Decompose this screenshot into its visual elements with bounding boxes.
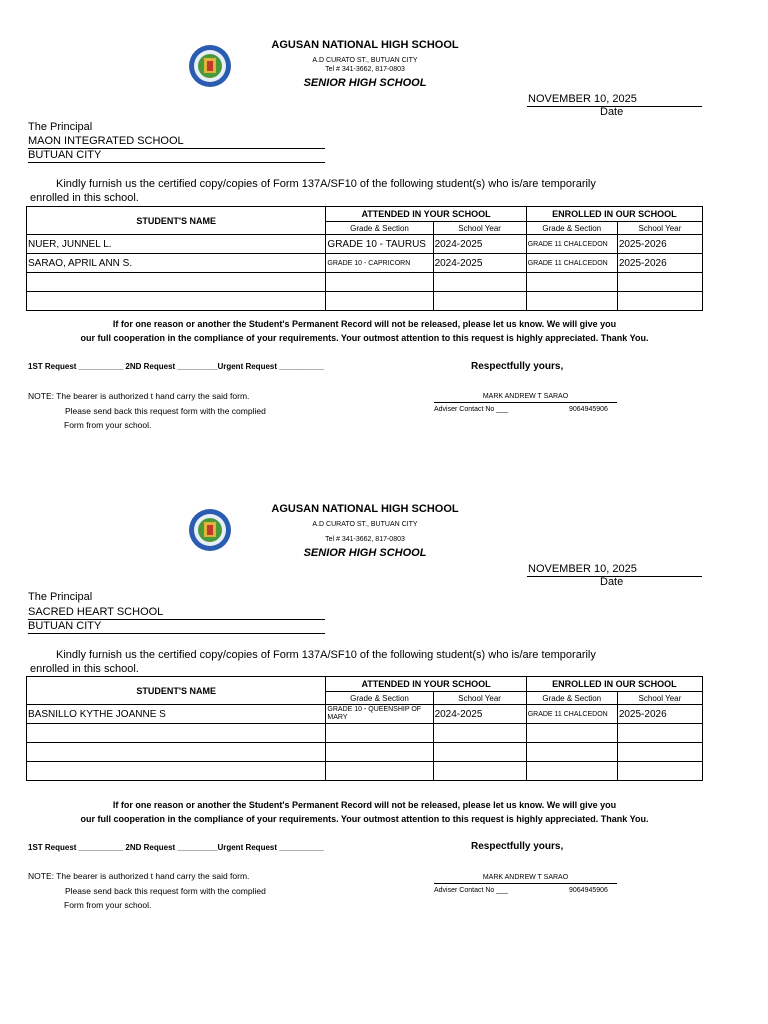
prev-grade: GRADE 10 - CAPRICORN: [326, 254, 433, 273]
intro-line-1: Kindly furnish us the certified copy/copies of Form 137A/SF10 of the following student(s) who is/are temporarily: [56, 178, 596, 190]
table-row: [27, 762, 703, 781]
prev-grade: [326, 743, 433, 762]
request-line: 1ST Request __________ 2ND Request _________Urgent Request __________: [28, 843, 324, 852]
adviser-name: MARK ANDREW T SARAO: [434, 873, 617, 884]
new-sy: [617, 292, 702, 311]
header-student-name: STUDENT'S NAME: [27, 677, 326, 705]
table-row: [27, 705, 703, 724]
table-row: [27, 235, 703, 254]
date-value: NOVEMBER 10, 2025: [527, 563, 702, 577]
header-enrolled: ENROLLED IN OUR SCHOOL: [526, 207, 702, 222]
prev-sy: [433, 743, 526, 762]
new-sy: 2025-2026: [617, 705, 702, 724]
header-prev-grade: Grade & Section: [326, 692, 433, 705]
header-student-name: STUDENT'S NAME: [27, 207, 326, 235]
adviser-name: MARK ANDREW T SARAO: [434, 392, 617, 403]
new-grade: GRADE 11 CHALCEDON: [526, 235, 617, 254]
date-label: Date: [600, 576, 624, 588]
new-sy: [617, 273, 702, 292]
school-tel: Tel # 341-3662, 817-0803: [325, 66, 405, 73]
table-row: [27, 273, 703, 292]
header-new-grade: Grade & Section: [526, 222, 617, 235]
note-line-1: NOTE: The bearer is authorized t hand carry the said form.: [28, 871, 250, 881]
contact-number: 9064945906: [569, 406, 608, 413]
prev-grade: [326, 273, 433, 292]
header-enrolled: ENROLLED IN OUR SCHOOL: [526, 677, 702, 692]
intro-line-2: enrolled in this school.: [30, 192, 139, 204]
student-name: [27, 762, 326, 781]
table-row: [27, 292, 703, 311]
addressee: The Principal: [28, 591, 93, 603]
intro-text: [30, 648, 670, 676]
new-grade: [526, 743, 617, 762]
request-form-1: [0, 0, 768, 470]
notice-text: [26, 317, 703, 345]
respectfully-yours: Respectfully yours,: [471, 361, 564, 372]
student-name: NUER, JUNNEL L.: [27, 235, 326, 254]
prev-grade: GRADE 10 - TAURUS: [326, 235, 433, 254]
request-line: 1ST Request __________ 2ND Request _________Urgent Request __________: [28, 362, 324, 371]
prev-sy: [433, 762, 526, 781]
new-sy: [617, 724, 702, 743]
respectfully-yours: Respectfully yours,: [471, 841, 564, 852]
intro-text: [30, 177, 670, 205]
date-value: NOVEMBER 10, 2025: [527, 93, 702, 107]
school-name: AGUSAN NATIONAL HIGH SCHOOL: [271, 39, 459, 51]
student-table: [26, 206, 703, 311]
school-division: SENIOR HIGH SCHOOL: [303, 77, 427, 89]
new-grade: GRADE 11 CHALCEDON: [526, 254, 617, 273]
contact-number: 9064945906: [569, 887, 608, 894]
adviser-contact: [434, 406, 617, 413]
prev-grade: [326, 724, 433, 743]
prev-sy: 2024-2025: [433, 235, 526, 254]
prev-sy: [433, 292, 526, 311]
recipient-school: MAON INTEGRATED SCHOOL: [28, 134, 325, 149]
table-row: [27, 254, 703, 273]
note-line-3: Form from your school.: [64, 900, 152, 910]
addressee: The Principal: [28, 121, 93, 133]
notice-line-2: our full cooperation in the compliance of your requirements. Your outmost attention to this request is highly appreciated. Thank You.: [80, 814, 649, 824]
notice-text: [26, 798, 703, 826]
student-name: [27, 724, 326, 743]
recipient-school: SACRED HEART SCHOOL: [28, 605, 325, 620]
school-name: AGUSAN NATIONAL HIGH SCHOOL: [271, 503, 459, 515]
table-row: [27, 724, 703, 743]
student-name: SARAO, APRIL ANN S.: [27, 254, 326, 273]
date-label: Date: [600, 106, 624, 118]
note-text: [28, 869, 348, 913]
note-line-1: NOTE: The bearer is authorized t hand carry the said form.: [28, 391, 250, 401]
new-sy: 2025-2026: [617, 235, 702, 254]
student-name: [27, 292, 326, 311]
header-prev-sy: School Year: [433, 222, 526, 235]
note-line-3: Form from your school.: [64, 420, 152, 430]
notice-line-1: If for one reason or another the Student's Permanent Record will not be released, please let us know. We will give you: [112, 319, 617, 329]
prev-sy: [433, 273, 526, 292]
new-grade: [526, 724, 617, 743]
new-sy: [617, 743, 702, 762]
school-address: A.D CURATO ST., BUTUAN CITY: [312, 521, 418, 528]
adviser-contact: [434, 887, 617, 894]
school-address: A.D CURATO ST., BUTUAN CITY: [312, 57, 418, 64]
note-line-2: Please send back this request form with the complied: [65, 405, 266, 416]
header-new-sy: School Year: [617, 692, 702, 705]
new-grade: [526, 273, 617, 292]
new-grade: [526, 292, 617, 311]
prev-sy: [433, 724, 526, 743]
new-sy: 2025-2026: [617, 254, 702, 273]
request-form-2: [0, 470, 768, 940]
prev-sy: 2024-2025: [433, 705, 526, 724]
new-sy: [617, 762, 702, 781]
header-prev-sy: School Year: [433, 692, 526, 705]
table-row: [27, 743, 703, 762]
new-grade: [526, 762, 617, 781]
header-prev-grade: Grade & Section: [326, 222, 433, 235]
student-name: [27, 273, 326, 292]
intro-line-1: Kindly furnish us the certified copy/copies of Form 137A/SF10 of the following student(s) who is/are temporarily: [56, 649, 596, 661]
student-table: [26, 676, 703, 781]
school-division: SENIOR HIGH SCHOOL: [303, 547, 427, 559]
student-name: BASNILLO KYTHE JOANNE S: [27, 705, 326, 724]
contact-label: Adviser Contact No ___: [434, 406, 508, 413]
intro-line-2: enrolled in this school.: [30, 663, 139, 675]
prev-grade: [326, 762, 433, 781]
recipient-city: BUTUAN CITY: [28, 619, 325, 634]
note-text: [28, 389, 348, 433]
school-tel: Tel # 341-3662, 817-0803: [325, 536, 405, 543]
header-new-sy: School Year: [617, 222, 702, 235]
contact-label: Adviser Contact No ___: [434, 887, 508, 894]
prev-grade: [326, 292, 433, 311]
header-new-grade: Grade & Section: [526, 692, 617, 705]
recipient-city: BUTUAN CITY: [28, 148, 325, 163]
header-attended: ATTENDED IN YOUR SCHOOL: [326, 677, 526, 692]
prev-sy: 2024-2025: [433, 254, 526, 273]
new-grade: GRADE 11 CHALCEDON: [526, 705, 617, 724]
student-name: [27, 743, 326, 762]
header-attended: ATTENDED IN YOUR SCHOOL: [326, 207, 526, 222]
prev-grade: GRADE 10 - QUEENSHIP OF MARY: [326, 705, 433, 724]
notice-line-2: our full cooperation in the compliance of your requirements. Your outmost attention to this request is highly appreciated. Thank You.: [80, 333, 649, 343]
notice-line-1: If for one reason or another the Student's Permanent Record will not be released, please let us know. We will give you: [112, 800, 617, 810]
note-line-2: Please send back this request form with the complied: [65, 885, 266, 896]
